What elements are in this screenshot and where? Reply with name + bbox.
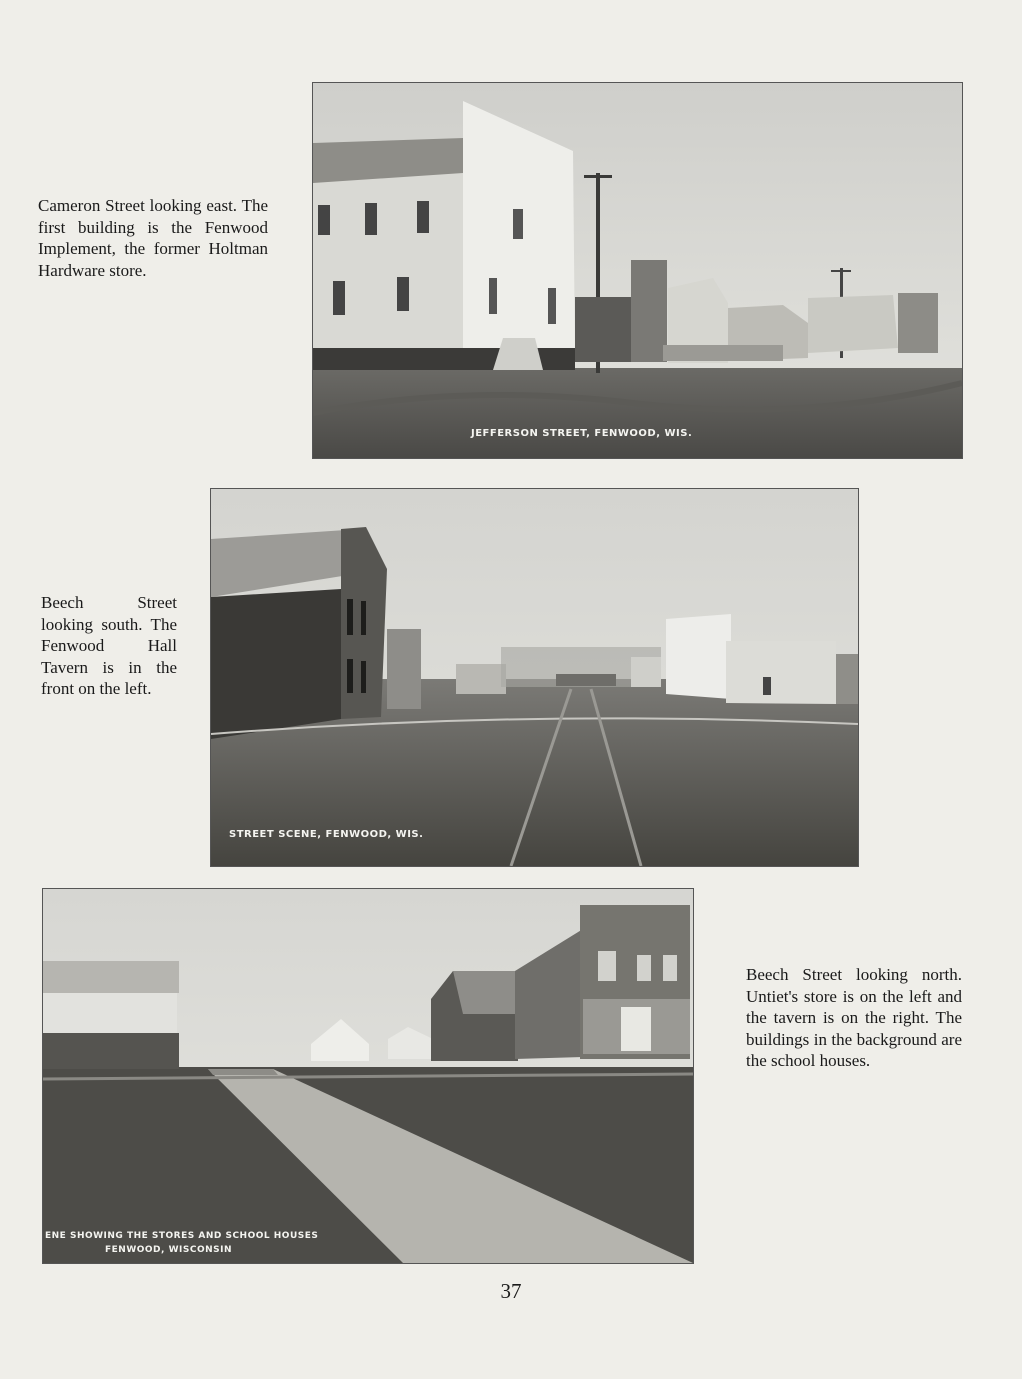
street-photo-image bbox=[43, 889, 693, 1263]
photo-stores-and-school-houses bbox=[43, 889, 693, 1263]
street-photo-image bbox=[313, 83, 962, 458]
photo-label: JEFFERSON STREET, FENWOOD, WIS. bbox=[471, 428, 693, 439]
page-number: 37 bbox=[500, 1279, 522, 1303]
photo-caption-cameron-street: Cameron Street looking east. The first building is the Fenwood Implement, the former Holtman Hardware store. bbox=[38, 196, 268, 280]
photo-street-scene bbox=[211, 489, 858, 866]
photo-label-line-2: FENWOOD, WISCONSIN bbox=[105, 1245, 232, 1255]
photo-label: STREET SCENE, FENWOOD, WIS. bbox=[229, 829, 424, 840]
photo-caption-beech-street-south: Beech Street looking south. The Fenwood Hall Tavern is in the front on the left. bbox=[41, 593, 177, 698]
photo-caption-beech-street-north: Beech Street looking north. Untiet's store is on the left and the tavern is on the right. The buildings in the background are the school houses. bbox=[746, 965, 962, 1070]
photo-jefferson-street bbox=[313, 83, 962, 458]
street-photo-image bbox=[211, 489, 858, 866]
photo-label-line-1: ENE SHOWING THE STORES AND SCHOOL HOUSES bbox=[45, 1231, 319, 1241]
